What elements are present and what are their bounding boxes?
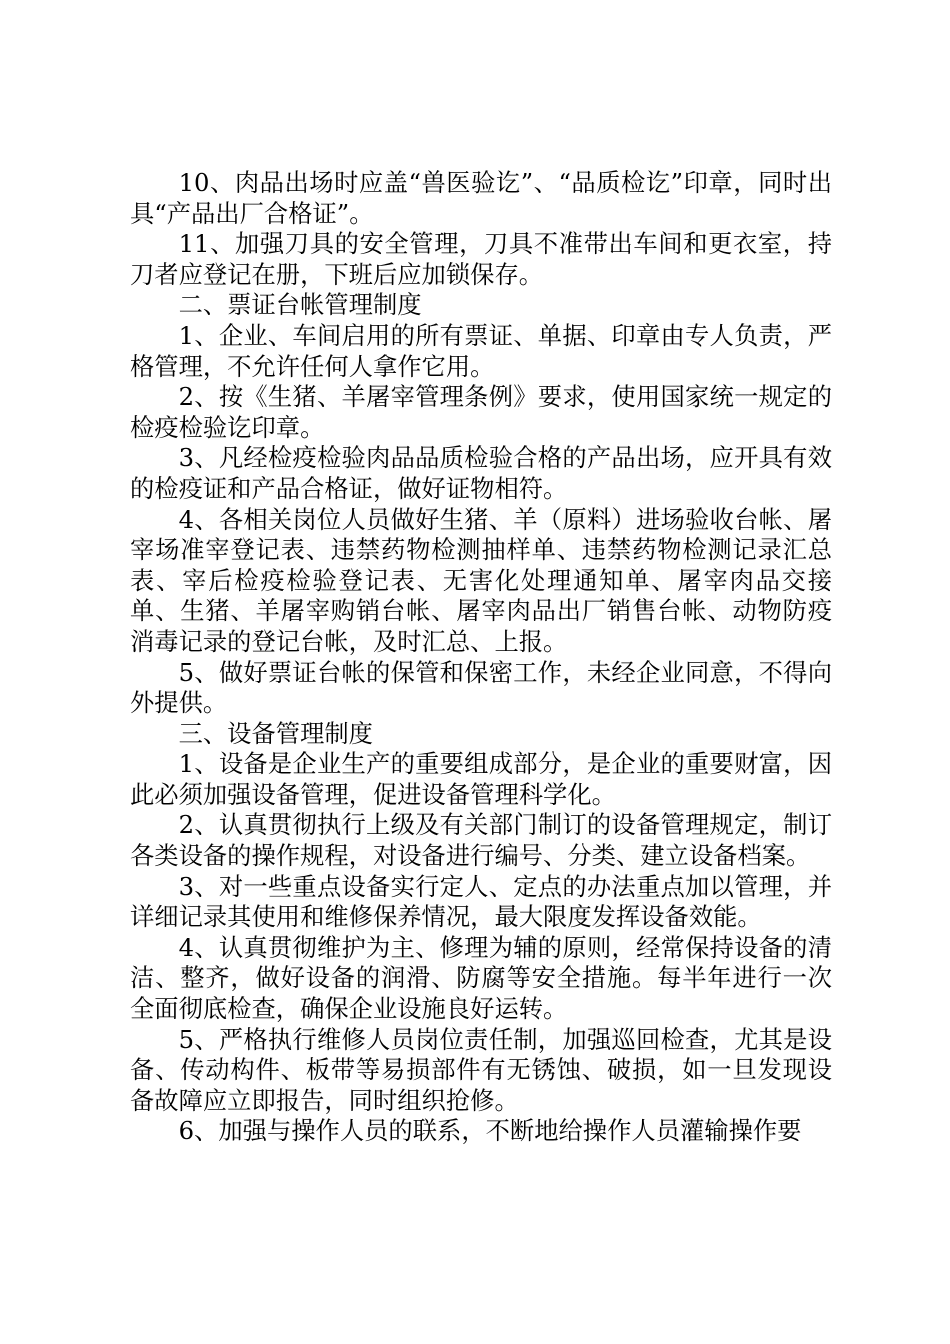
paragraph-equipment-3: 3、对一些重点设备实行定人、定点的办法重点加以管理，并详细记录其使用和维修保养情况，最大限度发挥设备效能。 [130, 871, 832, 932]
paragraph-equipment-1: 1、设备是企业生产的重要组成部分，是企业的重要财富，因此必须加强设备管理，促进设备管理科学化。 [130, 749, 832, 809]
paragraph-ticket-5: 5、做好票证台帐的保管和保密工作，未经企业同意，不得向外提供。 [130, 657, 832, 718]
paragraph-equipment-5: 5、严格执行维修人员岗位责任制，加强巡回检查，尤其是设备、传动构件、板带等易损部件有无锈蚀、破损，如一旦发现设备故障应立即报告，同时组织抢修。 [130, 1024, 832, 1115]
paragraph-equipment-6: 6、加强与操作人员的联系，不断地给操作人员灌输操作要 [178, 1116, 802, 1146]
paragraph-ticket-4: 4、各相关岗位人员做好生猪、羊（原料）进场验收台帐、屠宰场准宰登记表、违禁药物检测抽样单、违禁药物检测记录汇总表、宰后检疫检验登记表、无害化处理通知单、屠宰肉品交接单、生猪、羊屠宰购销台帐、屠宰肉品出厂销售台帐、动物防疫消毒记录的登记台帐，及时汇总、上报。 [130, 504, 832, 656]
paragraph-knife-safety: 11、加强刀具的安全管理，刀具不准带出车间和更衣室，持刀者应登记在册，下班后应加锁保存。 [130, 229, 832, 289]
document-page [130, 168, 832, 1147]
paragraph-equipment-2: 2、认真贯彻执行上级及有关部门制订的设备管理规定，制订各类设备的操作规程，对设备进行编号、分类、建立设备档案。 [130, 810, 832, 871]
paragraph-knife-stamp: 10、肉品出场时应盖“兽医验讫”、“品质检讫”印章，同时出具“产品出厂合格证”。 [130, 168, 832, 228]
section-heading-equipment: 三、设备管理制度 [178, 718, 373, 748]
paragraph-ticket-2: 2、按《生猪、羊屠宰管理条例》要求，使用国家统一规定的检疫检验讫印章。 [130, 382, 832, 442]
paragraph-equipment-4: 4、认真贯彻维护为主、修理为辅的原则，经常保持设备的清洁、整齐，做好设备的润滑、防腐等安全措施。每半年进行一次全面彻底检查，确保企业设施良好运转。 [130, 932, 832, 1024]
section-heading-ticket-ledger: 二、票证台帐管理制度 [178, 290, 422, 320]
paragraph-ticket-1: 1、企业、车间启用的所有票证、单据、印章由专人负责，严格管理，不允许任何人拿作它用。 [130, 320, 832, 381]
paragraph-ticket-3: 3、凡经检疫检验肉品品质检验合格的产品出场，应开具有效的检疫证和产品合格证，做好证物相符。 [130, 443, 832, 503]
